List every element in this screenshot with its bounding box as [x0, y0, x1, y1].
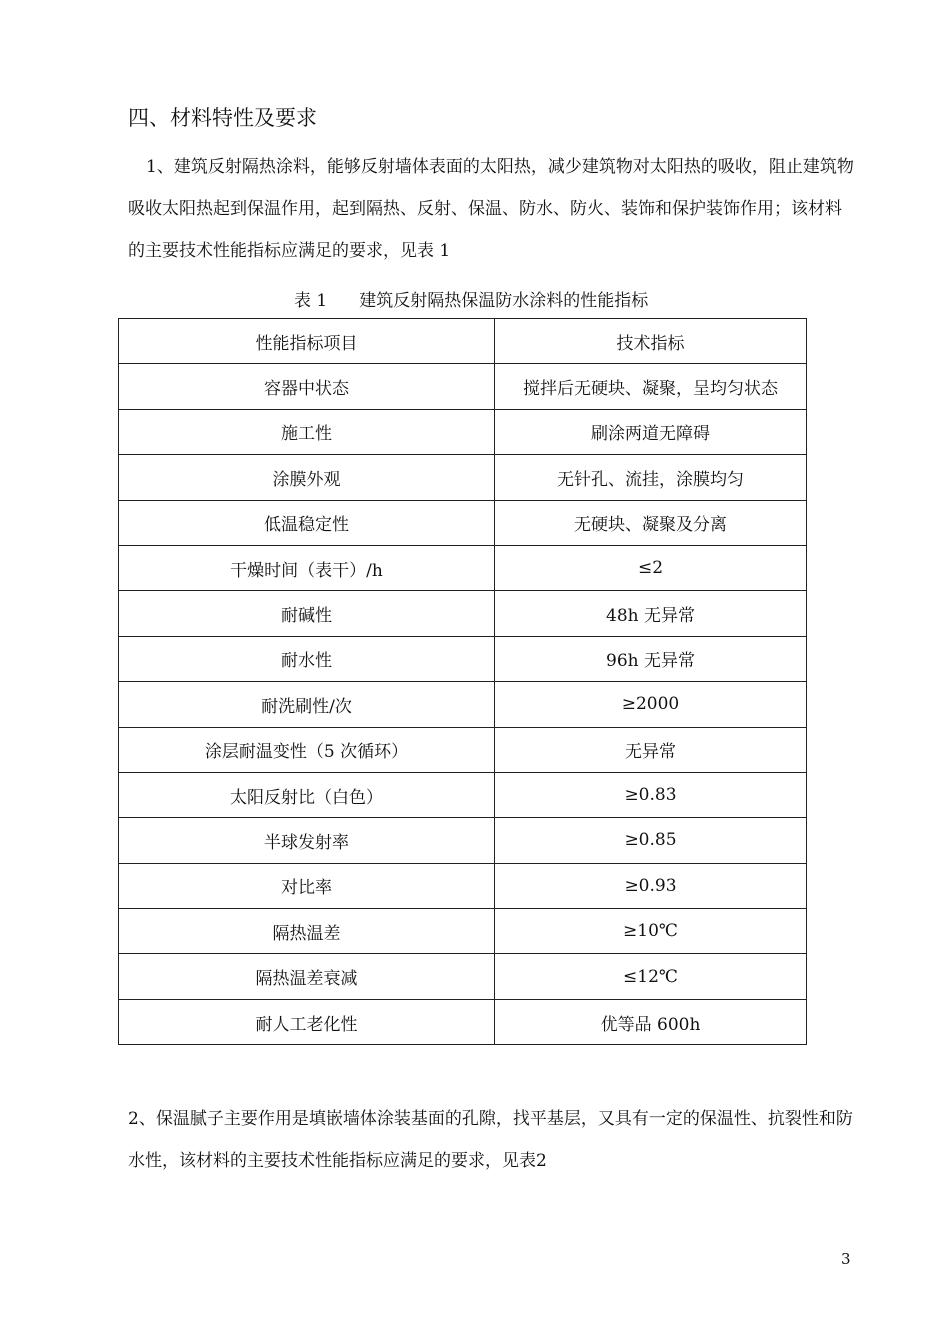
- cell-spec: ≥2000: [495, 682, 807, 727]
- table-caption-label: 表 1: [294, 291, 328, 311]
- table-row: [119, 818, 807, 863]
- table-row: [119, 727, 807, 772]
- table-row: [119, 545, 807, 590]
- paragraph-1: 1、建筑反射隔热涂料，能够反射墙体表面的太阳热，减少建筑物对太阳热的吸收，阻止建筑物吸收太阳热起到保温作用，起到隔热、反射、保温、防水、防火、装饰和保护装饰作用；该材料的主要技术性能指标应满足的要求，见表 1: [128, 157, 854, 261]
- page-number: 3: [841, 1250, 851, 1268]
- cell-spec: ≥0.93: [495, 863, 807, 908]
- cell-item: 容器中状态: [119, 364, 495, 409]
- cell-item: 施工性: [119, 409, 495, 454]
- cell-item: 涂层耐温变性（5 次循环）: [119, 727, 495, 772]
- cell-spec: 搅拌后无硬块、凝聚，呈均匀状态: [495, 364, 807, 409]
- table-row: [119, 500, 807, 545]
- table-row: [119, 999, 807, 1044]
- cell-item: 耐水性: [119, 636, 495, 681]
- table-row: [119, 364, 807, 409]
- cell-spec: ≤2: [495, 545, 807, 590]
- cell-item: 对比率: [119, 863, 495, 908]
- cell-spec: 优等品 600h: [495, 999, 807, 1044]
- table-row: [119, 682, 807, 727]
- cell-item: 干燥时间（表干）/h: [119, 545, 495, 590]
- cell-spec: 无针孔、流挂，涂膜均匀: [495, 455, 807, 500]
- cell-item: 耐洗刷性/次: [119, 682, 495, 727]
- cell-item: 低温稳定性: [119, 500, 495, 545]
- table-row: [119, 772, 807, 817]
- table-row: [119, 455, 807, 500]
- table-row: [119, 636, 807, 681]
- header-cell-spec: 技术指标: [495, 319, 807, 364]
- cell-spec: 无异常: [495, 727, 807, 772]
- cell-spec: ≥0.83: [495, 772, 807, 817]
- header-cell-item: 性能指标项目: [119, 319, 495, 364]
- cell-spec: 96h 无异常: [495, 636, 807, 681]
- cell-spec: 无硬块、凝聚及分离: [495, 500, 807, 545]
- cell-spec: 刷涂两道无障碍: [495, 409, 807, 454]
- cell-item: 涂膜外观: [119, 455, 495, 500]
- cell-spec: ≥10℃: [495, 909, 807, 954]
- table-row: [119, 909, 807, 954]
- cell-item: 隔热温差: [119, 909, 495, 954]
- spec-table: [118, 318, 807, 1045]
- cell-spec: 48h 无异常: [495, 591, 807, 636]
- cell-item: 耐碱性: [119, 591, 495, 636]
- table-row: [119, 591, 807, 636]
- cell-spec: ≥0.85: [495, 818, 807, 863]
- table-caption-title: 建筑反射隔热保温防水涂料的性能指标: [359, 291, 649, 311]
- cell-item: 耐人工老化性: [119, 999, 495, 1044]
- table-header-row: [119, 319, 807, 364]
- paragraph-2: 2、保温腻子主要作用是填嵌墙体涂装基面的孔隙，找平基层，又具有一定的保温性、抗裂性和防水性，该材料的主要技术性能指标应满足的要求，见表2: [128, 1109, 853, 1171]
- table-row: [119, 409, 807, 454]
- table-caption: [294, 288, 648, 314]
- cell-item: 太阳反射比（白色）: [119, 772, 495, 817]
- section-heading: 四、材料特性及要求: [128, 106, 317, 130]
- cell-item: 半球发射率: [119, 818, 495, 863]
- table-row: [119, 863, 807, 908]
- table-row: [119, 954, 807, 999]
- cell-item: 隔热温差衰减: [119, 954, 495, 999]
- cell-spec: ≤12℃: [495, 954, 807, 999]
